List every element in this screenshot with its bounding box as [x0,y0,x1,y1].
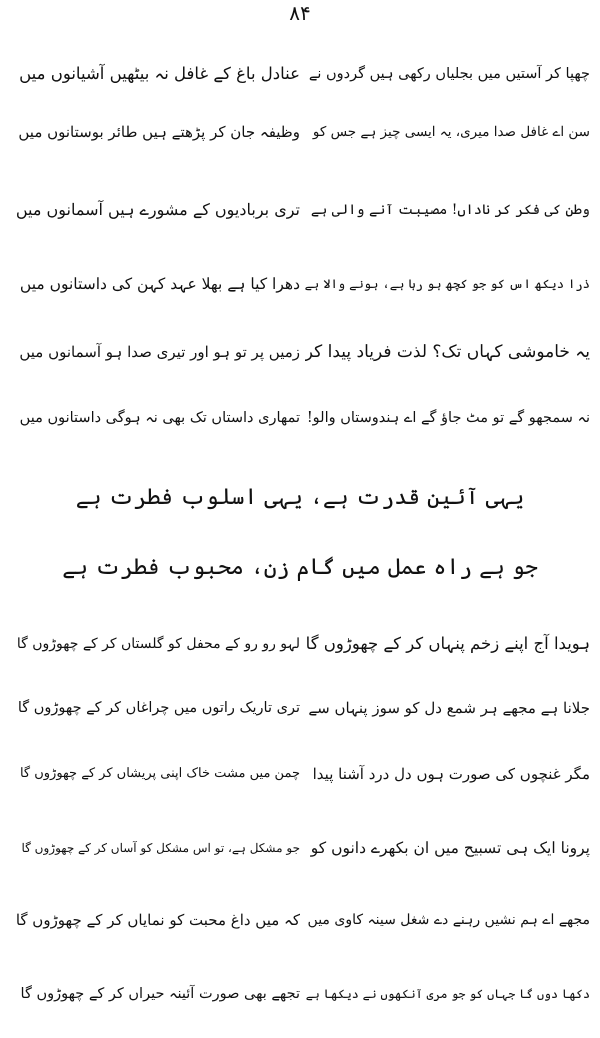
couplet-2-second-line: وظیفہ جان کر پڑھتے ہیں طائر بوستانوں میں [18,123,300,141]
couplet-2-first-line: سن اے غافل صدا میری، یہ ایسی چیز ہے جس کو [312,124,590,140]
couplet-7-first-line: ہویدا آج اپنے زخم پنہاں کر کے چھوڑوں گا [305,634,590,653]
couplet-10-second-line: جو مشکل ہے، تو اس مشکل کو آساں کر کے چھوڑوں گا [21,841,300,855]
couplet-3-first-line: وطن کی فکر کر ناداں! مصیبت آنے والی ہے [310,202,590,218]
couplet-1-second-line: عنادل باغ کے غافل نہ بیٹھیں آشیانوں میں [19,64,300,83]
couplet-3-second-line: تری بربادیوں کے مشورے ہیں آسمانوں میں [15,200,300,219]
couplet-6-second-line: تمھاری داستاں تک بھی نہ ہوگی داستانوں میں [19,410,300,426]
couplet-6-first-line: نہ سمجھو گے تو مٹ جاؤ گے اے ہندوستاں والو! [306,410,590,426]
couplet-8-first-line: جلانا ہے مجھے ہر شمع دل کو سوز پنہاں سے [308,699,590,717]
couplet-11-first-line: مجھے اے ہم نشیں رہنے دے شغل سینہ کاوی میں [307,912,590,928]
couplet-10-first-line: پرونا ایک ہی تسبیح میں ان بکھرے دانوں کو [310,839,590,857]
couplet-7-second-line: لہو رو رو کے محفل کو گلستاں کر کے چھوڑوں گا [16,636,300,652]
centered-verse-1: یہی آئین قدرت ہے، یہی اسلوب فطرت ہے [75,485,525,510]
couplet-5-first-line: یہ خاموشی کہاں تک؟ لذت فریاد پیدا کر [305,342,590,362]
couplet-12-first-line: دکھا دوں گا جہاں کو جو مری آنکھوں نے دیکھا ہے [305,987,590,1001]
couplet-11-second-line: کہ میں داغ محبت کو نمایاں کر کے چھوڑوں گا [15,911,300,929]
couplet-5-second-line: زمیں پر تو ہو اور تیری صدا ہو آسمانوں میں [19,343,300,361]
couplet-4-second-line: دھرا کیا ہے بھلا عہد کہن کی داستانوں میں [19,275,300,293]
couplet-1-first-line: چھپا کر آستیں میں بجلیاں رکھی ہیں گردوں نے [308,66,590,82]
couplet-12-second-line: تجھے بھی صورت آئینہ حیراں کر کے چھوڑوں گا [20,986,300,1002]
couplet-9-second-line: چمن میں مشت خاک اپنی پریشاں کر کے چھوڑوں گا [19,766,300,781]
couplet-4-first-line: ذرا دیکھ اس کو جو کچھ ہو رہا ہے، ہونے والا ہے [305,276,590,291]
couplet-8-second-line: تری تاریک راتوں میں چراغاں کر کے چھوڑوں گا [17,700,300,716]
couplet-9-first-line: مگر غنچوں کی صورت ہوں دل درد آشنا پیدا [312,765,590,783]
centered-verse-2: جو ہے راہ عمل میں گام زن، محبوب فطرت ہے [62,555,538,580]
page-number: ۸۴ [289,1,311,25]
